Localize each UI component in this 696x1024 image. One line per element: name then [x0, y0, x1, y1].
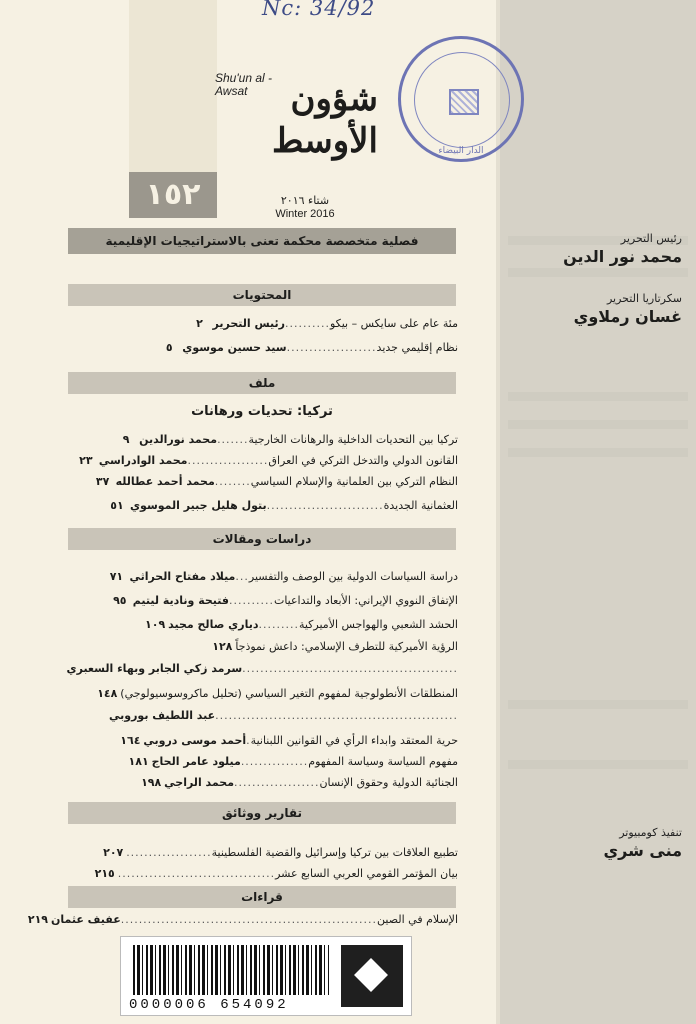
staff-role: سكرتاريا التحرير: [606, 292, 682, 305]
staff-secretariat: [510, 292, 682, 326]
leader-dots: ......................................................: [215, 709, 458, 722]
entry-author: بتول هليل جبير الموسوي: [129, 499, 267, 512]
leader-dots: .: [246, 734, 251, 747]
bleed-through-line: [508, 268, 688, 277]
toc-entry[interactable]: [68, 617, 458, 633]
barcode-label: [120, 936, 412, 1016]
leader-dots: ..........................: [266, 499, 384, 512]
toc-entry[interactable]: [68, 498, 458, 514]
toc-entry[interactable]: [68, 639, 458, 655]
entry-title: الجنائية الدولية وحقوق الإنسان: [319, 776, 458, 789]
entry-title: العثمانية الجديدة: [383, 499, 458, 512]
entry-author: ميلود عامر الحاج: [151, 755, 241, 768]
entry-title: مفهوم السياسة وسياسة المفهوم: [308, 755, 458, 768]
barcode-bars: [133, 945, 329, 995]
leader-dots: ..................: [187, 454, 269, 467]
entry-title: تركيا بين التحديات الداخلية والرهانات الخارجية: [248, 433, 458, 446]
staff-typesetting: [510, 826, 682, 860]
entry-page: ٢١٥: [94, 867, 115, 880]
staff-name: محمد نور الدين: [563, 247, 682, 266]
entry-page: ٩٥: [113, 594, 127, 607]
leader-dots: .......: [217, 433, 249, 446]
toc-entry[interactable]: [68, 661, 458, 677]
leader-dots: ..........: [229, 594, 274, 607]
entry-page: ١٨١: [128, 755, 149, 768]
season-english: Winter 2016: [275, 208, 335, 220]
staff-editor-in-chief: [510, 232, 682, 266]
entry-page: ١٩٨: [141, 776, 162, 789]
toc-entry[interactable]: [68, 593, 458, 609]
entry-author: محمد الراجي: [164, 776, 235, 789]
entry-author: عبد اللطيف بوروبي: [109, 709, 216, 722]
entry-page: ٩: [122, 433, 130, 446]
entry-title: القانون الدولي والتدخل التركي في العراق: [268, 454, 458, 467]
staff-role: تنفيذ كومبيوتر: [619, 826, 682, 839]
bleed-through-line: [508, 392, 688, 401]
toc-entry[interactable]: [68, 775, 458, 791]
entry-author: محمد الوادراسي: [98, 454, 188, 467]
barcode-digits: 0000006 654092: [129, 997, 289, 1013]
journal-subtitle: فصلية متخصصة محكمة تعنى بالاستراتيجيات الإقليمية: [68, 228, 456, 254]
toc-entry[interactable]: [68, 340, 458, 356]
toc-entry[interactable]: [68, 453, 458, 469]
entry-author: ميلاد مفتاح الحراثي: [129, 570, 236, 583]
section-readings: قراءات: [68, 886, 456, 908]
entry-page: ٢١٩: [27, 913, 49, 926]
publisher-logo-icon: [341, 945, 403, 1007]
stamp-emblem-icon: [449, 89, 479, 115]
bleed-through-line: [508, 700, 688, 709]
leader-dots: ................................................: [242, 662, 458, 675]
entry-author: محمد أحمد عطالله: [115, 475, 215, 488]
toc-entry[interactable]: [68, 316, 458, 332]
issue-number: ١٥٢: [129, 172, 217, 218]
staff-name: غسان رملاوي: [573, 307, 682, 326]
entry-page: ٢٣: [79, 454, 93, 467]
entry-author: عفيف عثمان: [50, 913, 121, 926]
staff-role: رئيس التحرير: [620, 232, 682, 245]
entry-page: ٣٧: [95, 475, 110, 488]
entry-page: ١٤٨: [97, 687, 118, 700]
toc-entry[interactable]: [68, 569, 458, 585]
entry-title: مئة عام على سايكس – بيكو: [329, 317, 458, 330]
staff-panel: [500, 0, 696, 1024]
entry-title: نظام إقليمي جديد: [376, 341, 458, 354]
entry-page: ٥١: [110, 499, 124, 512]
entry-author: محمد نورالدين: [139, 433, 218, 446]
bleed-through-line: [508, 760, 688, 769]
file-topic: تركيا: تحديات ورهانات: [191, 404, 333, 419]
entry-title: الإسلام في الصين: [377, 913, 458, 926]
leader-dots: ...............: [240, 755, 309, 768]
entry-title: دراسة السياسات الدولية بين الوصف والتفسير: [248, 570, 458, 583]
leader-dots: ...................: [234, 776, 320, 789]
entry-author: أحمد موسى دروبي: [143, 734, 247, 747]
entry-page: ٢: [196, 317, 203, 330]
entry-page: ١٦٤: [120, 734, 141, 747]
entry-title: بيان المؤتمر القومي العربي السابع عشر: [275, 867, 458, 880]
entry-author: سيد حسين موسوي: [182, 341, 287, 354]
leader-dots: ...................: [126, 846, 212, 859]
bleed-through-line: [508, 448, 688, 457]
journal-title-latin: Shu'un al - Awsat: [215, 71, 272, 98]
section-contents: المحتويات: [68, 284, 456, 306]
entry-author: سرمد زكي الجابر وبهاء السعبري: [66, 662, 243, 675]
toc-entry[interactable]: [27, 912, 458, 928]
entry-page: ٥: [165, 341, 173, 354]
toc-entry[interactable]: [68, 708, 458, 724]
leader-dots: .........................................................: [120, 913, 378, 926]
entry-page: ٢٠٧: [103, 846, 124, 859]
logo-diamond-icon: [354, 958, 388, 992]
toc-entry[interactable]: [68, 845, 458, 861]
leader-dots: ....................: [286, 341, 377, 354]
toc-entry[interactable]: [68, 733, 458, 749]
journal-title-arabic: شؤون الأوسط: [271, 79, 378, 161]
section-studies: دراسات ومقالات: [68, 528, 456, 550]
bleed-through-line: [508, 420, 688, 429]
toc-entry[interactable]: [68, 474, 458, 490]
section-reports: تقارير ووثائق: [68, 802, 456, 824]
entry-author: فتيحة ونادية ليتيم: [132, 594, 229, 607]
season-arabic: شتاء ٢٠١٦: [280, 194, 330, 207]
toc-entry[interactable]: [68, 432, 458, 448]
entry-title: المنطلقات الأنطولوجية لمفهوم التغير السياسي (تحليل ماكروسوسيولوجي): [120, 687, 458, 700]
handwritten-note: Nc: 34/92: [262, 0, 376, 20]
entry-page: ١٢٨: [212, 640, 233, 653]
section-file: ملف: [68, 372, 456, 394]
entry-title: الحشد الشعبي والهواجس الأميركية: [298, 618, 458, 631]
entry-title: حرية المعتقد وابداء الرأي في القوانين اللبنانية: [250, 734, 458, 747]
leader-dots: ..........: [284, 317, 330, 330]
leader-dots: .........: [258, 618, 299, 631]
toc-entry[interactable]: [68, 686, 458, 702]
library-stamp: [398, 36, 524, 162]
entry-author: دياري صالح مجيد: [168, 618, 259, 631]
toc-entry[interactable]: [68, 754, 458, 770]
leader-dots: ...: [235, 570, 249, 583]
entry-author: رئيس التحرير: [212, 317, 285, 330]
entry-title: النظام التركي بين العلمانية والإسلام السياسي: [250, 475, 458, 488]
entry-title: الرؤية الأميركية للتطرف الإسلامي: داعش نموذجاً: [235, 640, 458, 653]
entry-title: الإتفاق النووي الإيراني: الأبعاد والتداعيات: [273, 594, 458, 607]
entry-page: ١٠٩: [145, 618, 166, 631]
entry-page: ٧١: [109, 570, 124, 583]
leader-dots: ........: [214, 475, 251, 488]
issue-strip: [129, 0, 217, 172]
toc-entry[interactable]: [68, 866, 458, 882]
leader-dots: ...................................: [117, 867, 276, 880]
stamp-text: الدار البيضاء: [438, 146, 484, 156]
entry-title: تطبيع العلاقات بين تركيا وإسرائيل والقضية الفلسطينية: [211, 846, 458, 859]
staff-name: منى شري: [603, 841, 682, 860]
